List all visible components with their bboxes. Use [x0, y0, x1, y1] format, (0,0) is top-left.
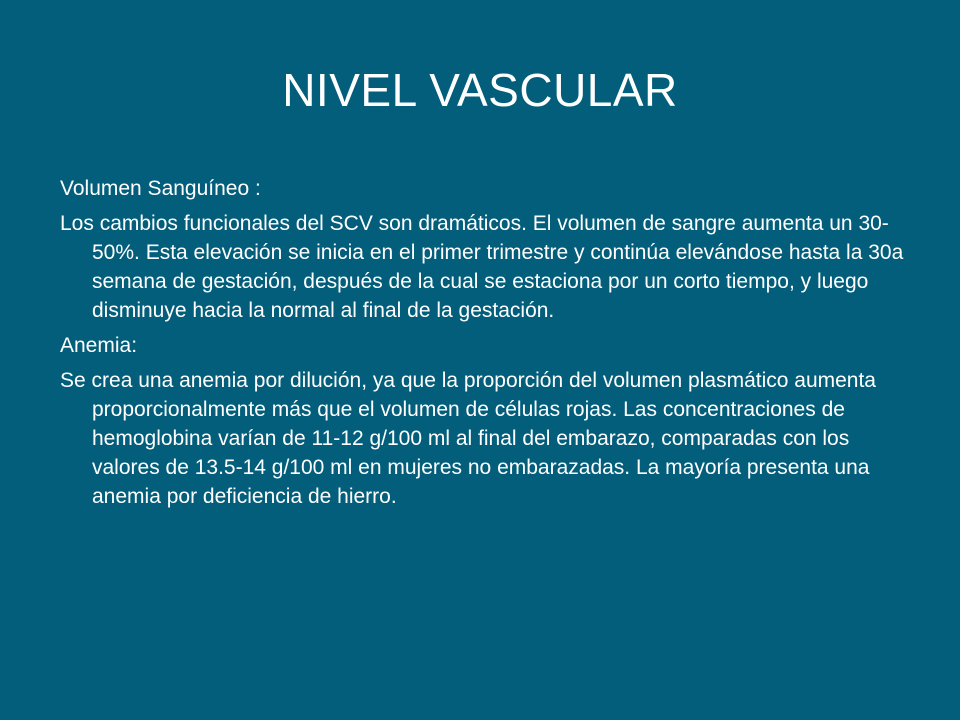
section-heading-volumen: Volumen Sanguíneo :	[60, 177, 261, 200]
section-body-anemia: Se crea una anemia por dilución, ya que la proporción del volumen plasmático aumenta proporcionalmente más que el volumen de células rojas. Las concentraciones de hemoglobina varían de 11-12 g/100 ml al final del embarazo, comparadas con los valores de 13.5-14 g/100 ml en mujeres no embarazadas. La mayoría presenta una anemia por deficiencia de hierro.	[60, 369, 876, 508]
slide-title: NIVEL VASCULAR	[282, 64, 678, 116]
section-body-volumen: Los cambios funcionales del SCV son dramáticos. El volumen de sangre aumenta un 30-50%. Esta elevación se inicia en el primer trimestre y continúa elevándose hasta la 30a semana de gestación, después de la cual se estaciona por un corto tiempo, y luego disminuye hacia la normal al final de la gestación.	[60, 212, 904, 322]
slide-content	[60, 174, 906, 517]
section-heading-anemia: Anemia:	[60, 334, 138, 357]
